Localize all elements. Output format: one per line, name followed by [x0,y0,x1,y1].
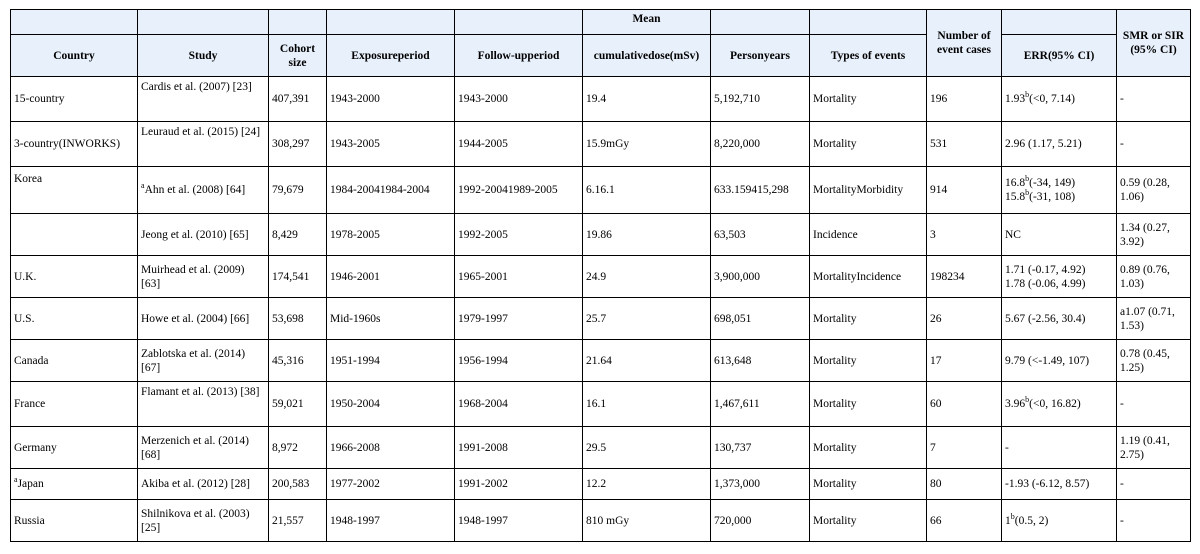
err-ci: (0.5, 2) [1014,514,1049,527]
header-person-years: Personyears [711,35,810,77]
cell-follow-up-period: 1991-2002 [455,469,583,500]
cell-types-of-events: Incidence [810,214,927,256]
cell-follow-up-period: 1968-2004 [455,382,583,427]
cell-person-years: 720,000 [711,500,810,542]
cell-follow-up-period: 1992-20041989-2005 [455,167,583,214]
cell-cohort-size: 53,698 [269,298,327,340]
cell-person-years: 1,467,611 [711,382,810,427]
cell-types-of-events: Mortality [810,382,927,427]
cell-country: Canada [11,340,138,382]
cell-study: Shilnikova et al. (2003) [25] [138,500,269,542]
cell-cohort-size: 45,316 [269,340,327,382]
cell-err: -1.93 (-6.12, 8.57) [1002,469,1117,500]
cell-person-years: 3,900,000 [711,256,810,298]
footnote-marker: b [1025,395,1030,404]
cell-err: NC [1002,214,1117,256]
cell-country [11,469,138,500]
cell-smr: - [1117,77,1191,122]
err-ci: (<0, 7.14) [1029,93,1075,105]
cell-event-cases: 26 [927,298,1002,340]
cell-follow-up-period: 1948-1997 [455,500,583,542]
header-number-of-event-cases: Number of event cases [927,10,1002,77]
header-study: Study [138,35,269,77]
cell-study: Flamant et al. (2013) [38] [138,382,269,427]
table-row [11,469,1191,500]
cell-smr: - [1117,469,1191,500]
cell-person-years: 5,192,710 [711,77,810,122]
cell-smr: 1.19 (0.41, 2.75) [1117,427,1191,469]
cell-exposure-period: 1948-1997 [327,500,455,542]
header-blank [138,10,269,35]
cell-event-cases: 60 [927,382,1002,427]
cell-study: Akiba et al. (2012) [28] [138,469,269,500]
footnote-marker: a [141,181,145,190]
footnote-marker: a [14,475,18,484]
table-row [11,256,1191,298]
cell-types-of-events: Mortality [810,77,927,122]
cell-person-years: 613,648 [711,340,810,382]
header-blank [11,10,138,35]
cell-err: - [1002,427,1117,469]
cell-types-of-events: MortalityMorbidity [810,167,927,214]
header-follow-up-period: Follow-upperiod [455,35,583,77]
cell-event-cases: 198234 [927,256,1002,298]
cell-study [138,167,269,214]
cell-smr: 1.34 (0.27, 3.92) [1117,214,1191,256]
header-blank [269,10,327,35]
cell-event-cases: 3 [927,214,1002,256]
cell-cohort-size: 79,679 [269,167,327,214]
cell-mean-dose: 19.86 [583,214,711,256]
cell-country: Germany [11,427,138,469]
err-value: 1.78 (-0.06, 4.99) [1005,277,1086,290]
cell-person-years: 1,373,000 [711,469,810,500]
cell-event-cases: 7 [927,427,1002,469]
header-cohort-size: Cohort size [269,35,327,77]
err-ci: (-31, 108) [1029,191,1076,203]
cell-study: Jeong et al. (2010) [65] [138,214,269,256]
cell-event-cases: 531 [927,122,1002,167]
cell-country: France [11,382,138,427]
header-blank [327,10,455,35]
cell-event-cases: 80 [927,469,1002,500]
cell-follow-up-period: 1991-2008 [455,427,583,469]
cell-err: 2.96 (1.17, 5.21) [1002,122,1117,167]
cell-cohort-size: 8,429 [269,214,327,256]
header-row [11,35,1191,77]
cell-country: Korea [11,167,138,214]
cell-study: Merzenich et al. (2014) [68] [138,427,269,469]
cell-country [11,214,138,256]
table-row [11,298,1191,340]
header-blank [455,10,583,35]
header-blank [1002,10,1117,35]
table-row [11,500,1191,542]
cell-country: U.S. [11,298,138,340]
cell-types-of-events: MortalityIncidence [810,256,927,298]
cell-types-of-events: Mortality [810,122,927,167]
cell-mean-dose: 15.9mGy [583,122,711,167]
cell-event-cases: 66 [927,500,1002,542]
study-text: Ahn et al. (2008) [64] [144,184,246,196]
cell-event-cases: 196 [927,77,1002,122]
cell-cohort-size: 59,021 [269,382,327,427]
header-mean: Mean [583,10,711,35]
cell-country: Russia [11,500,138,542]
cell-person-years: 130,737 [711,427,810,469]
err-ci: (<0, 16.82) [1029,398,1081,410]
cell-country: U.K. [11,256,138,298]
cell-study: Leuraud et al. (2015) [24] [138,122,269,167]
cell-follow-up-period: 1956-1994 [455,340,583,382]
cell-study: Muirhead et al. (2009) [63] [138,256,269,298]
table-row [11,167,1191,214]
header-blank [711,10,810,35]
footnote-marker: b [1025,174,1030,183]
cell-err [1002,382,1117,427]
table-row [11,427,1191,469]
cell-follow-up-period: 1992-2005 [455,214,583,256]
cell-smr: - [1117,382,1191,427]
results-table-container [10,9,1191,542]
country-text: Japan [17,478,44,490]
cell-study: Howe et al. (2004) [66] [138,298,269,340]
cell-mean-dose: 21.64 [583,340,711,382]
cell-mean-dose: 810 mGy [583,500,711,542]
cell-smr: 0.89 (0.76, 1.03) [1117,256,1191,298]
cell-err: 5.67 (-2.56, 30.4) [1002,298,1117,340]
cell-cohort-size: 308,297 [269,122,327,167]
cell-smr: 0.59 (0.28, 1.06) [1117,167,1191,214]
cell-exposure-period: 1943-2000 [327,77,455,122]
cell-cohort-size: 407,391 [269,77,327,122]
cell-types-of-events: Mortality [810,340,927,382]
cell-mean-dose: 19.4 [583,77,711,122]
cell-person-years: 633.159415,298 [711,167,810,214]
header-types-of-events: Types of events [810,35,927,77]
cell-person-years: 8,220,000 [711,122,810,167]
cell-smr: a1.07 (0.71, 1.53) [1117,298,1191,340]
cell-study: Cardis et al. (2007) [23] [138,77,269,122]
cell-event-cases: 914 [927,167,1002,214]
cell-types-of-events: Mortality [810,500,927,542]
table-row [11,77,1191,122]
cell-study: Zablotska et al. (2014) [67] [138,340,269,382]
cell-person-years: 698,051 [711,298,810,340]
cell-cohort-size: 174,541 [269,256,327,298]
cell-err [1002,77,1117,122]
footnote-marker: b [1025,90,1030,99]
cell-cohort-size: 200,583 [269,469,327,500]
cell-exposure-period: 1946-2001 [327,256,455,298]
cell-types-of-events: Mortality [810,427,927,469]
cell-mean-dose: 25.7 [583,298,711,340]
cell-exposure-period: 1984-20041984-2004 [327,167,455,214]
header-smr-or-sir: SMR or SIR (95% CI) [1117,10,1191,77]
cell-exposure-period: 1978-2005 [327,214,455,256]
cell-err: 9.79 (<-1.49, 107) [1002,340,1117,382]
table-row [11,122,1191,167]
cell-mean-dose: 29.5 [583,427,711,469]
cell-country: 15-country [11,77,138,122]
header-country: Country [11,35,138,77]
cell-smr: - [1117,500,1191,542]
footnote-marker: b [1010,511,1015,521]
cell-country: 3-country(INWORKS) [11,122,138,167]
table-row [11,382,1191,427]
header-err: ERR(95% CI) [1002,35,1117,77]
results-table [10,9,1191,542]
header-mean-dose: cumulativedose(mSv) [583,35,711,77]
cell-exposure-period: 1943-2005 [327,122,455,167]
cell-exposure-period: Mid-1960s [327,298,455,340]
cell-follow-up-period: 1943-2000 [455,77,583,122]
cell-exposure-period: 1950-2004 [327,382,455,427]
cell-err [1002,256,1117,298]
cell-follow-up-period: 1944-2005 [455,122,583,167]
footnote-marker: b [1025,188,1030,197]
cell-smr: 0.78 (0.45, 1.25) [1117,340,1191,382]
err-value: 1.93 [1005,93,1026,105]
cell-mean-dose: 16.1 [583,382,711,427]
cell-types-of-events: Mortality [810,469,927,500]
header-blank [810,10,927,35]
err-value: 15.8 [1005,191,1026,203]
cell-mean-dose: 24.9 [583,256,711,298]
cell-event-cases: 17 [927,340,1002,382]
err-value: 1.71 (-0.17, 4.92) [1005,263,1086,276]
cell-exposure-period: 1977-2002 [327,469,455,500]
cell-exposure-period: 1966-2008 [327,427,455,469]
cell-cohort-size: 8,972 [269,427,327,469]
cell-exposure-period: 1951-1994 [327,340,455,382]
cell-smr: - [1117,122,1191,167]
cell-mean-dose: 12.2 [583,469,711,500]
header-row-top [11,10,1191,35]
cell-follow-up-period: 1979-1997 [455,298,583,340]
header-exposure-period: Exposureperiod [327,35,455,77]
cell-follow-up-period: 1965-2001 [455,256,583,298]
err-value: 3.96 [1005,398,1026,410]
cell-cohort-size: 21,557 [269,500,327,542]
cell-err [1002,167,1117,214]
err-value: 16.8 [1005,177,1026,189]
cell-err [1002,500,1117,542]
cell-person-years: 63,503 [711,214,810,256]
err-value: 1 [1005,514,1011,527]
table-row [11,214,1191,256]
err-ci: (-34, 149) [1029,177,1076,189]
cell-mean-dose: 6.16.1 [583,167,711,214]
table-row [11,340,1191,382]
cell-types-of-events: Mortality [810,298,927,340]
